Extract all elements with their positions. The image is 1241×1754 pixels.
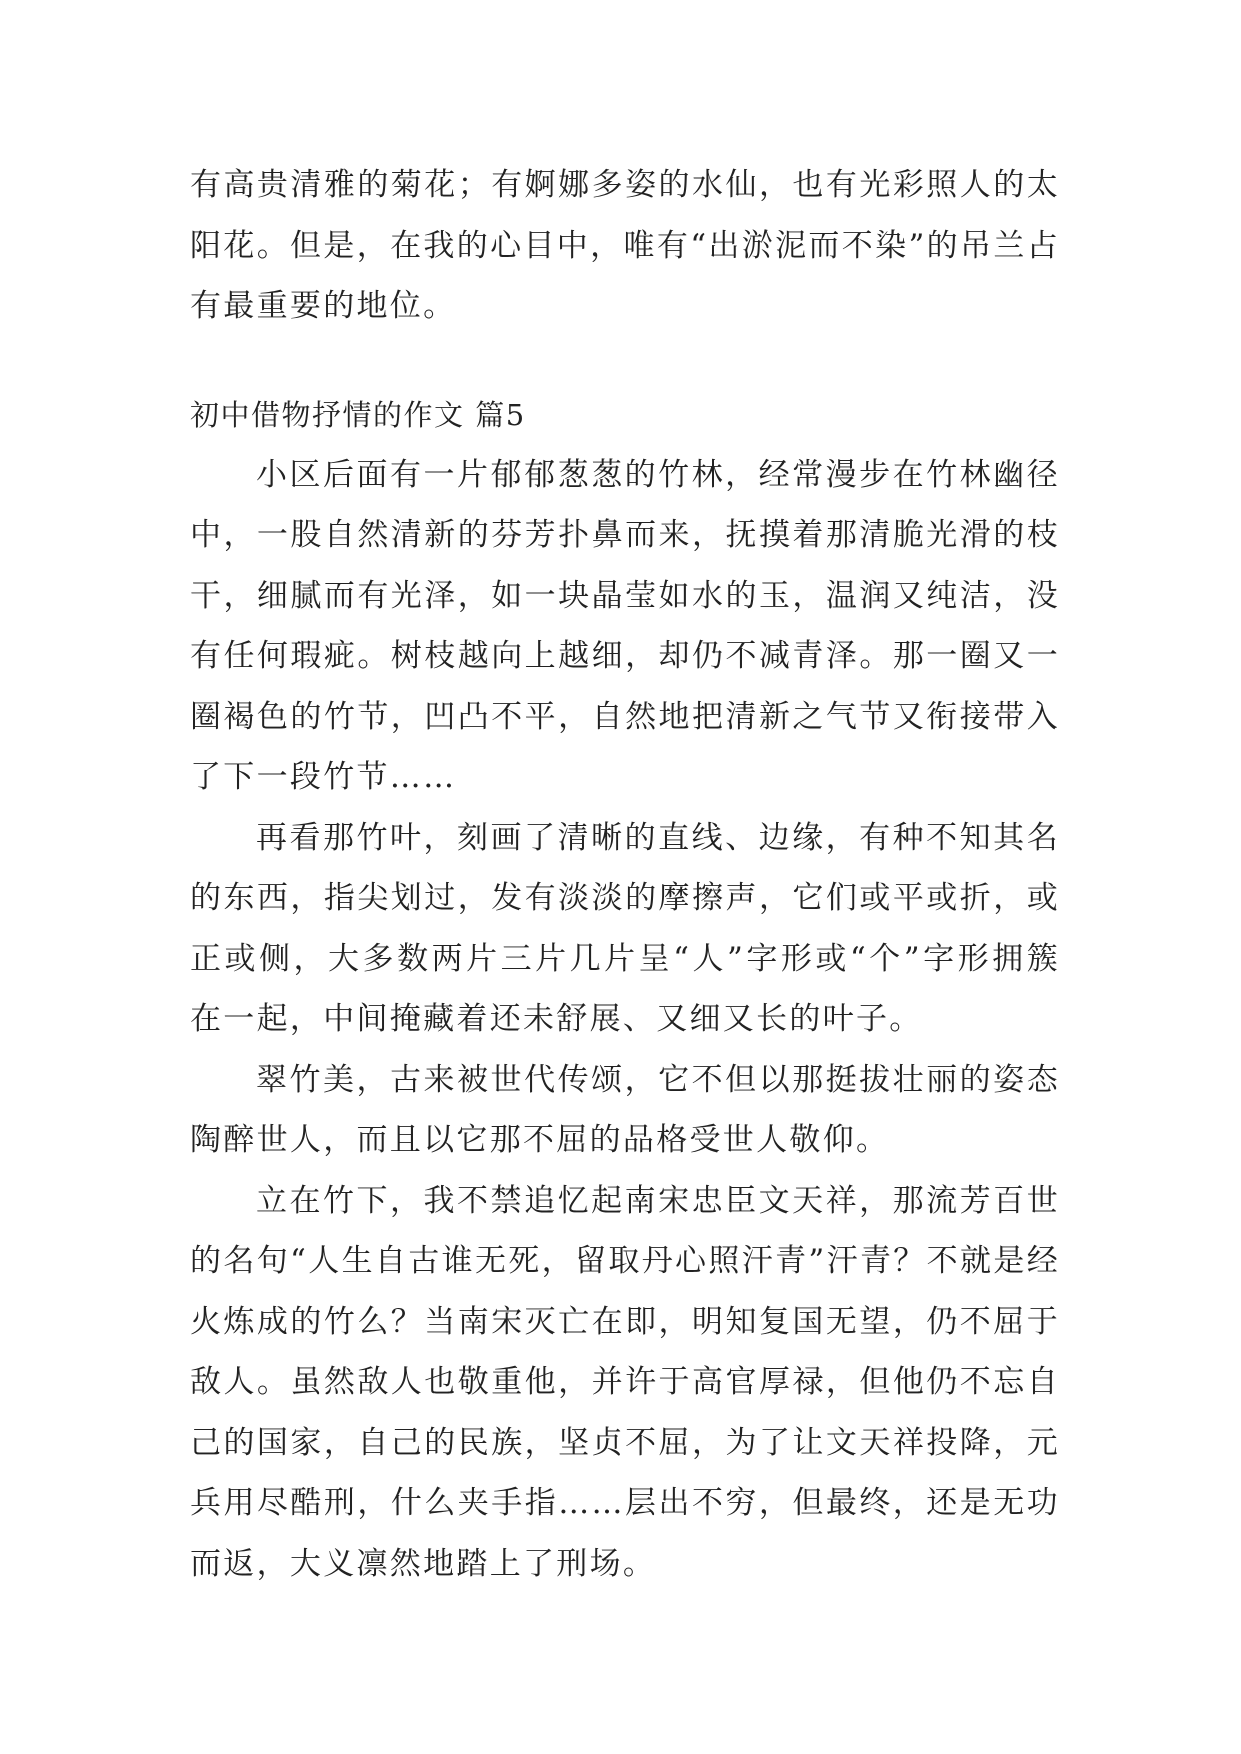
- document-body: [190, 155, 1060, 1594]
- body-paragraph-4: 立在竹下，我不禁追忆起南宋忠臣文天祥，那流芳百世的名句“人生自古谁无死，留取丹心照汗青”汗青？不就是经火炼成的竹么？当南宋灭亡在即，明知复国无望，仍不屈于敌人。虽然敌人也敬重他，并许于高官厚禄，但他仍不忘自己的国家，自己的民族，坚贞不屈，为了让文天祥投降，元兵用尽酷刑，什么夹手指……层出不穷，但最终，还是无功而返，大义凛然地踏上了刑场。: [190, 1182, 1060, 1582]
- body-paragraph-3: 翠竹美，古来被世代传颂，它不但以那挺拔壮丽的姿态陶醉世人，而且以它那不屈的品格受世人敬仰。: [190, 1061, 1060, 1158]
- body-paragraph-1: 小区后面有一片郁郁葱葱的竹林，经常漫步在竹林幽径中，一股自然清新的芬芳扑鼻而来，抚摸着那清脆光滑的枝干，细腻而有光泽，如一块晶莹如水的玉，温润又纯洁，没有任何瑕疵。树枝越向上越细，却仍不减青泽。那一圈又一圈褐色的竹节，凹凸不平，自然地把清新之气节又衔接带入了下一段竹节……: [190, 456, 1060, 795]
- intro-paragraph: 有高贵清雅的菊花；有婀娜多姿的水仙，也有光彩照人的太阳花。但是，在我的心目中，唯有“出淤泥而不染”的吊兰占有最重要的地位。: [190, 167, 1060, 324]
- section-title: 初中借物抒情的作文 篇5: [190, 397, 526, 432]
- body-paragraph-2: 再看那竹叶，刻画了清晰的直线、边缘，有种不知其名的东西，指尖划过，发有淡淡的摩擦声，它们或平或折，或正或侧，大多数两片三片几片呈“人”字形或“个”字形拥簇在一起，中间掩藏着还未舒展、又细又长的叶子。: [190, 819, 1060, 1037]
